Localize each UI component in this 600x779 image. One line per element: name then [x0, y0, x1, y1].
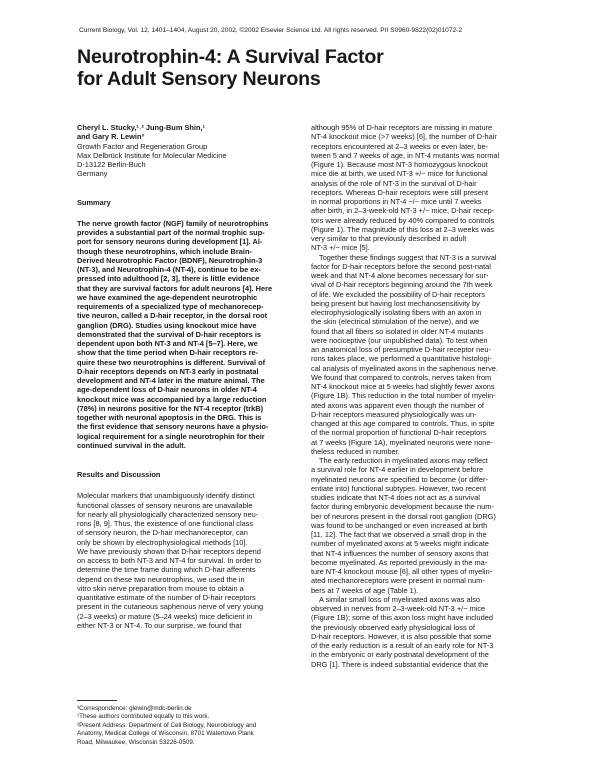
text-line: that they are survival factors for adult neurons [4]. Here: [77, 283, 273, 293]
text-line: present in the cutaneous saphenous nerve of very young: [77, 602, 264, 612]
text-line: in the embryonic or early postnatal development of the: [311, 650, 489, 660]
text-line: after birth, in 2–3-week-old NT-3 +/− mice, D-hair recep-: [311, 206, 495, 216]
text-line: week and that NT-4 alone becomes necessary for sur-: [311, 271, 489, 280]
text-line: determine the time frame during which D-hair afferents: [77, 565, 256, 575]
text-line: of life. We excluded the possibility of D-hair receptors: [311, 289, 486, 299]
text-line: at 7 weeks (Figure 1A), myelinated neurons were none-: [311, 437, 493, 447]
text-line: though these neurotrophins, which include Brain-: [77, 246, 252, 256]
text-line: an anatomical loss of presumptive D-hair receptor neu-: [311, 345, 491, 354]
text-line: ³Correspondence: glewin@mdc-berlin.de: [77, 705, 192, 712]
affiliation-line: Growth Factor and Regeneration Group: [77, 141, 208, 151]
text-line: were nociceptive (our unpublished data). To test when: [311, 335, 488, 345]
text-line: pressed into adulthood [2, 3], there is little evidence: [77, 274, 260, 284]
text-line: either NT-3 or NT-4. To our surprise, we found that: [77, 620, 242, 630]
text-line: continued survival in the adult.: [77, 440, 186, 450]
text-line: we have examined the age-dependent neurotrophic: [77, 292, 258, 302]
body-paragraph: [311, 456, 543, 595]
text-line: in normal proportions in NT-4 −/− mice until 7 weeks: [311, 197, 482, 206]
text-line: the first evidence that sensory neurons have a physio-: [77, 422, 269, 432]
text-line: (2–3 weeks) or mature (5–24 weeks) mice deficient in: [77, 611, 253, 621]
text-line: mice die at birth, we used NT-3 +/− mice for functional: [311, 169, 488, 179]
running-head: Current Biology, Vol. 12, 1401–1404, August 20, 2002, ©2002 Elsevier Science Ltd. All rights reserved. PII S0960-9822(02)01072-2: [79, 27, 463, 34]
text-line: [11, 12]. The fact that we observed a small drop in the: [311, 530, 487, 539]
text-line: D-hair receptors. However, it is also possible that some: [311, 631, 492, 641]
text-line: Anatomy, Medical College of Wisconsin, 8701 Watertown Plank: [77, 730, 254, 738]
text-line: knockout mice was accompanied by a large reduction: [77, 394, 267, 404]
text-line: ¹These authors contributed equally to this work.: [77, 713, 210, 721]
text-line: receptors. Whereas D-hair receptors were still present: [311, 187, 489, 197]
text-line: We found that compared to controls, nerves taken from: [311, 372, 492, 382]
text-line: a survival role for NT-4 earlier in development before: [311, 465, 484, 475]
text-line: Molecular markers that unambiguously identify distinct: [77, 491, 255, 501]
text-line: We have previously shown that D-hair receptors depend: [77, 546, 261, 556]
text-line: very similar to that previously described in adult: [311, 234, 467, 243]
text-line: number of myelinated axons at 5 weeks might indicate: [311, 539, 489, 549]
title-line: Neurotrophin-4: A Survival Factor: [77, 46, 384, 68]
text-line: entiate into) functional subtypes. However, two recent: [311, 483, 487, 493]
text-line: of the normal proportion of functional D-hair receptors: [311, 428, 487, 438]
text-line: tive neuron, called a D-hair receptor, in the dorsal root: [77, 311, 268, 321]
text-line: cal analysis of myelinated axons in the saphenous nerve.: [311, 363, 498, 373]
text-line: development and NT-4 later in the mature animal. The: [77, 376, 265, 385]
text-line: requirements of a specialized type of mechanorecep-: [77, 302, 264, 311]
text-line: (Figure 1B); some of this axon loss might have included: [311, 613, 493, 623]
text-line: only be shown by electrophysiological methods [10].: [77, 537, 248, 547]
text-line: ated axons was apparent even though the number of: [311, 400, 484, 410]
right-column: [311, 123, 543, 669]
text-line: factor during embryonic development because the num-: [311, 502, 494, 512]
text-line: rons takes place, we performed a quantitative histologi-: [311, 354, 492, 364]
affiliation-line: Germany: [77, 169, 108, 179]
text-line: tween 5 and 7 weeks of age, in NT-4 mutants was normal: [311, 150, 500, 160]
text-line: vival of D-hair receptors beginning around the 7th week: [311, 280, 493, 290]
text-line: rons [8, 9]. Thus, the existence of one functional class: [77, 519, 254, 528]
text-line: found that all fibers so isolated in older NT-4 mutants: [311, 326, 484, 336]
text-line: become myelinated. As reported previously in the ma-: [311, 557, 488, 567]
text-line: receptors encountered at 2–3 weeks or even later, be-: [311, 141, 489, 151]
text-line: changed at this age compared to controls. Thus, in spite: [311, 419, 495, 428]
left-column: [77, 123, 309, 630]
author-line: Cheryl L. Stucky,¹˒² Jung-Bum Shin,¹: [77, 123, 205, 132]
affiliation: [77, 142, 309, 179]
text-line: bers at 7 weeks of age (Table 1).: [311, 585, 419, 595]
text-line: NT-3 +/− mice [5].: [311, 243, 370, 253]
body-paragraph: [311, 253, 543, 457]
text-line: ture NT-4 knockout mouse [6], all other types of myelin-: [311, 567, 493, 576]
text-line: The early reduction in myelinated axons may reflect: [319, 456, 488, 465]
text-line: was found to be unchanged or even increased at birth: [311, 520, 488, 530]
text-line: ganglion (DRG). Studies using knockout mice have: [77, 320, 257, 330]
text-line: that NT-4 influences the number of sensory axons that: [311, 548, 489, 558]
author-list: [77, 123, 309, 142]
text-line: the skin (electrical stimulation of the nerve), and we: [311, 317, 480, 327]
text-line: the previously observed early physiological loss of: [311, 622, 475, 632]
text-line: (Figure 1B). This reduction in the total number of myelin-: [311, 391, 496, 401]
text-line: D-hair receptors measured physiologically was un-: [311, 409, 477, 419]
text-line: factor for D-hair receptors before the second post-natal: [311, 261, 491, 271]
text-line: observed in nerves from 2–3-week-old NT-3 +/− mice: [311, 604, 486, 613]
footnote-rule: [77, 700, 117, 701]
text-line: being present but having lost mechanosensitivity by: [311, 298, 480, 308]
text-line: provides a substantial part of the normal trophic sup-: [77, 228, 265, 237]
text-line: of sensory neuron, the D-hair mechanoreceptor, can: [77, 528, 248, 538]
summary-heading: Summary: [77, 197, 111, 207]
text-line: quantitative estimate of the number of D-hair receptors: [77, 593, 256, 602]
text-line: analysis of the role of NT-3 in the survival of D-hair: [311, 178, 477, 188]
text-line: although 95% of D-hair receptors are missing in mature: [311, 123, 493, 132]
text-line: studies indicate that NT-4 does not act as a survival: [311, 493, 480, 502]
text-line: depend on these two neurotrophins, we used the in: [77, 574, 245, 584]
text-line: D-hair receptors depends on NT-3 early in postnatal: [77, 366, 259, 376]
text-line: dependent upon both NT-3 and NT-4 [5–7]. Here, we: [77, 339, 258, 348]
text-line: logical requirement for a single neurotrophin for their: [77, 431, 265, 441]
text-line: electrophysiologically isolating fibers with an axon in: [311, 308, 482, 317]
text-line: on access to both NT-3 and NT-4 for survival. In order to: [77, 556, 262, 565]
text-line: NT-4 knockout mice at 5 weeks had slightly fewer axons: [311, 382, 495, 391]
text-line: myelinated neurons are specified to become (or differ-: [311, 474, 488, 484]
affiliation-line: Max Delbrück Institute for Molecular Medicine: [77, 150, 227, 160]
text-line: Together these findings suggest that NT-3 is a survival: [319, 252, 497, 262]
summary-abstract: [77, 219, 309, 450]
body-paragraph: [311, 123, 543, 253]
text-line: (NT-3), and Neurotrophin-4 (NT-4), continue to be ex-: [77, 265, 261, 274]
text-line: ²Present Address: Department of Cell Biology, Neurobiology and: [77, 721, 257, 729]
affiliation-line: D-13122 Berlin-Buch: [77, 160, 146, 169]
text-line: show that the time period when D-hair receptors re-: [77, 348, 259, 358]
text-line: theless reduced in number.: [311, 446, 400, 456]
text-line: (Figure 1). The magnitude of this loss at 2–3 weeks was: [311, 224, 495, 234]
results-paragraph: [77, 491, 309, 630]
text-line: The nerve growth factor (NGF) family of neurotrophins: [77, 218, 269, 228]
text-line: (Figure 1). Because most NT-3 homozygous knockout: [311, 160, 488, 169]
text-line: together with neuronal apoptosis in the DRG. This is: [77, 413, 262, 422]
text-line: for nearly all physiologically characterized sensory neu-: [77, 509, 259, 519]
text-line: demonstrated that the survival of D-hair receptors is: [77, 329, 261, 339]
text-line: Road, Milwaukee, Wisconsin 53226-0509.: [77, 738, 195, 746]
text-line: port for sensory neurons during development [1]. Al-: [77, 237, 263, 247]
text-line: age-dependent loss of D-hair neurons in older NT-4: [77, 385, 257, 395]
text-line: ber of neurons present in the dorsal root ganglion (DRG): [311, 511, 496, 521]
author-line: and Gary R. Lewin³: [77, 132, 144, 142]
text-line: quire these two neurotrophins is different. Survival of: [77, 357, 266, 367]
article-title: [77, 46, 384, 90]
text-line: DRG [1]. There is indeed substantial evidence that the: [311, 659, 489, 669]
text-line: Derived Neurotrophic Factor (BDNF), Neurotrophin-3: [77, 255, 263, 265]
results-heading: Results and Discussion: [77, 470, 161, 479]
text-line: A similar small loss of myelinated axons was also: [319, 594, 481, 604]
text-line: of the early reduction is a result of an early role for NT-3: [311, 641, 494, 650]
text-line: tors were already reduced by 40% compared to controls: [311, 215, 495, 225]
text-line: vitro skin nerve preparation from mouse to obtain a: [77, 583, 244, 593]
title-line: for Adult Sensory Neurons: [77, 68, 321, 90]
text-line: functional classes of sensory neurons are unavailable: [77, 500, 253, 510]
text-line: ated mechanoreceptors were present in normal num-: [311, 576, 485, 586]
body-paragraph: [311, 595, 543, 669]
text-line: (78%) in neurons positive for the NT-4 receptor (trkB): [77, 403, 264, 413]
text-line: NT-4 knockout mice (>7 weeks) [6], the number of D-hair: [311, 132, 497, 142]
footnotes: [77, 705, 309, 747]
